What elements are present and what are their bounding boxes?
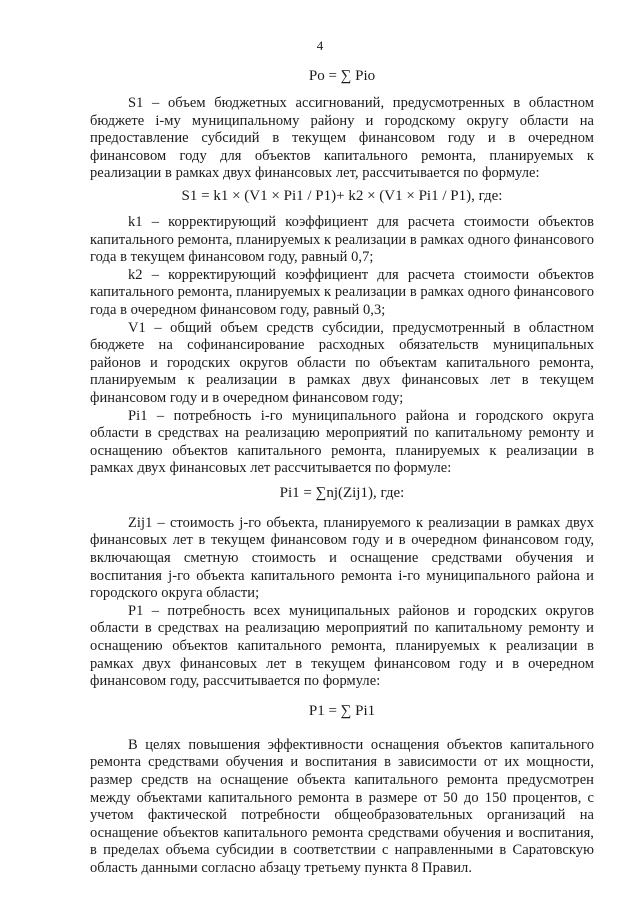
formula-s1: S1 = k1 × (V1 × Pi1 / P1)+ k2 × (V1 × Pi1 / P1), где: — [181, 187, 503, 204]
paragraph-v1-definition: V1 – общий объем средств субсидии, предусмотренный в областном бюджете на софинансирование расходных обязательств муниципальных районов и городских округов области по объектам капитального ремонта, планируемым к реализации в рамках двух финансовых лет в текущем финансовом году и в очередном финансовом году; — [90, 319, 594, 406]
formula-pi1: Pi1 = ∑nj(Zij1), где: — [279, 484, 405, 501]
page-number: 4 — [316, 38, 324, 53]
paragraph-s1-definition: S1 – объем бюджетных ассигнований, предусмотренных в областном бюджете i-му муниципальному району и городскому округу области на предоставление субсидий в текущем финансовом году и в очередном финансовом году для объектов капитального ремонта, планируемых к реализации в рамках двух финансовых лет, рассчитывается по формуле: — [90, 95, 594, 182]
paragraph-zij1-definition: Zij1 – стоимость j-го объекта, планируемого к реализации в рамках двух финансовых лет в текущем финансовом году и в очередном финансовом году, включающая сметную стоимость и оснащение средствами обучения и воспитания j-го объекта капитального ремонта i-го муниципального района и городского округа области; — [90, 514, 594, 602]
paragraph-pi1-definition: Pi1 – потребность i-го муниципального района и городского округа области в средствах на реализацию мероприятий по капитальному ремонту и оснащению объектов капитального ремонта, планируемых к реализации в рамках двух финансовых лет рассчитывается по формуле: — [90, 407, 594, 477]
formula-p1: P1 = ∑ Pi1 — [308, 702, 376, 719]
formula-p-total: Pо = ∑ Pio — [308, 68, 376, 84]
paragraph-k2-definition: k2 – корректирующий коэффициент для расчета стоимости объектов капитального ремонта, планируемых к реализации в рамках одного финансового года в очередном финансовом году, равный 0,3; — [90, 266, 594, 318]
paragraph-p1-definition: P1 – потребность всех муниципальных районов и городских округов области в средствах на реализацию мероприятий по капитальному ремонту и оснащению объектов капитального ремонта, планируемых к реализации в рамках двух финансовых лет в текущем финансовом году и в очередном финансовом году, рассчитывается по формуле: — [90, 602, 594, 690]
document-body — [90, 66, 594, 878]
paragraph-k1-definition: k1 – корректирующий коэффициент для расчета стоимости объектов капитального ремонта, планируемых к реализации в рамках одного финансового года в текущем финансовом году, равный 0,7; — [90, 213, 594, 266]
paragraph-equipment-rules: В целях повышения эффективности оснащения объектов капитального ремонта средствами обучения и воспитания в зависимости от их мощности, размер средств на оснащение объекта капитального ремонта предусмотрен между объектами капитального ремонта в размере от 50 до 150 процентов, с учетом фактической потребности общеобразовательных организаций на оснащение объектов капитального ремонта средствами обучения и воспитания, в пределах объема субсидии в соответствии с направленными в Саратовскую область данными согласно абзацу третьему пункта 8 Правил. — [90, 736, 594, 876]
